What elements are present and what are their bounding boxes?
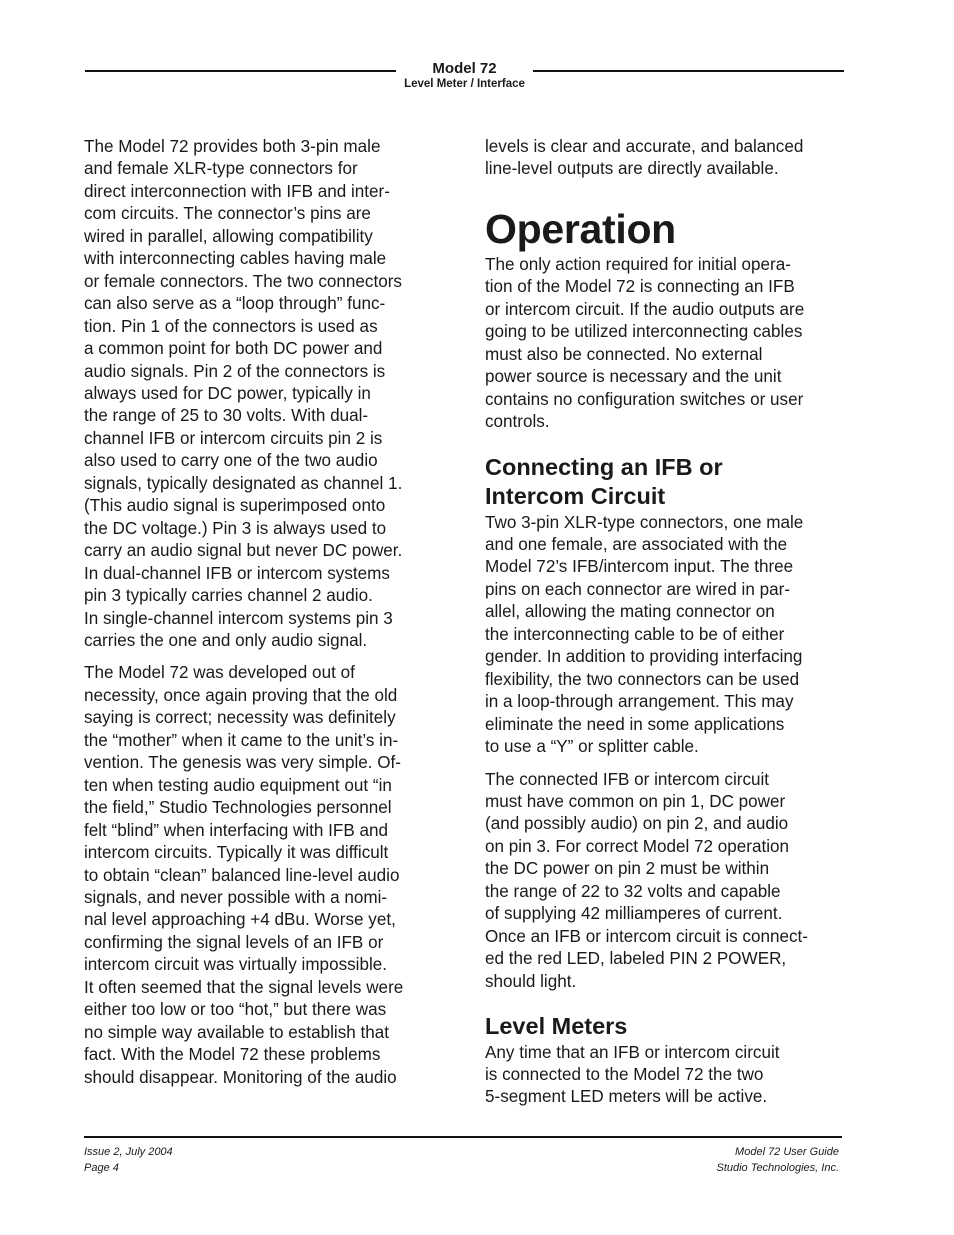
heading-level-meters: Level Meters (485, 1013, 628, 1040)
heading-operation: Operation (485, 205, 676, 252)
right-column (485, 136, 843, 1119)
paragraph-development: The Model 72 was developed out of necessity, once again proving that the old saying is correct; necessity was definitely the “mother” when it came to the unit’s in- vention. The genesis was very simple. Of- ten when testing audio equipment out “in the field,” Studio Technologies personnel felt “blind” when interfacing with IFB and intercom circuits. Typically it was difficult to obtain “clean” balanced line-level audio signals, and never possible with a nomi- nal level approaching +4 dBu. Worse yet, confirming the signal levels of an IFB or intercom circuit was virtually impossible. It often seemed that the signal levels were either too low or too “hot,” but there was no simple way available to establish that fact. With the Model 72 these problems should disappear. Monitoring of the audio (84, 663, 404, 1087)
left-column (84, 136, 442, 1099)
header-title: Model 72 (432, 60, 497, 77)
paragraph-continuation: levels is clear and accurate, and balanced line-level outputs are directly available. (485, 137, 804, 179)
footer-rule (84, 1136, 842, 1138)
paragraph-operation: The only action required for initial opera- tion of the Model 72 is connecting an IFB or intercom circuit. If the audio outputs are going to be utilized interconnecting cables must also be connected. No external power source is necessary and the unit contains no configuration switches or user controls. (485, 254, 805, 432)
heading-connecting: Connecting an IFB or Intercom Circuit (485, 453, 723, 510)
footer-right: Model 72 User Guide Studio Technologies, Inc. (716, 1146, 839, 1174)
paragraph-level-meters: Any time that an IFB or intercom circuit is connected to the Model 72 the two 5-segment LED meters will be active. (485, 1042, 780, 1107)
header-rule-left (85, 70, 396, 72)
header-rule-right (533, 70, 844, 72)
paragraph-connecting-1: Two 3-pin XLR-type connectors, one male and one female, are associated with the Model 72’s IFB/intercom input. The three pins on each connector are wired in par- allel, allowing the mating connector on the interconnecting cable to be of either gender. In addition to providing interfacing flexibility, the two connectors can be used in a loop-through arrangement. This may eliminate the need in some applications to use a “Y” or splitter cable. (485, 512, 804, 757)
paragraph-connectors: The Model 72 provides both 3-pin male and female XLR-type connectors for direct interconnection with IFB and inter- com circuits. The connector’s pins are wired in parallel, allowing compatibility with interconnecting cables having male or female connectors. The two connectors can also serve as a “loop through” func- tion. Pin 1 of the connectors is used as a common point for both DC power and audio signals. Pin 2 of the connectors is always used for DC power, typically in the range of 25 to 30 volts. With dual- channel IFB or intercom circuits pin 2 is also used to carry one of the two audio signals, typically designated as channel 1. (This audio signal is superimposed onto the DC voltage.) Pin 3 is always used to carry an audio signal but never DC power. In dual-channel IFB or intercom systems pin 3 typically carries channel 2 audio. In single-channel intercom systems pin 3 carries the one and only audio signal. (84, 137, 403, 650)
header-subtitle: Level Meter / Interface (404, 78, 525, 90)
paragraph-connecting-2: The connected IFB or intercom circuit must have common on pin 1, DC power (and possibly audio) on pin 2, and audio on pin 3. For correct Model 72 operation the DC power on pin 2 must be within the range of 22 to 32 volts and capable of supplying 42 milliamperes of current. Once an IFB or intercom circuit is connect- ed the red LED, labeled PIN 2 POWER, should light. (485, 769, 808, 991)
footer-left: Issue 2, July 2004 Page 4 (84, 1146, 173, 1174)
